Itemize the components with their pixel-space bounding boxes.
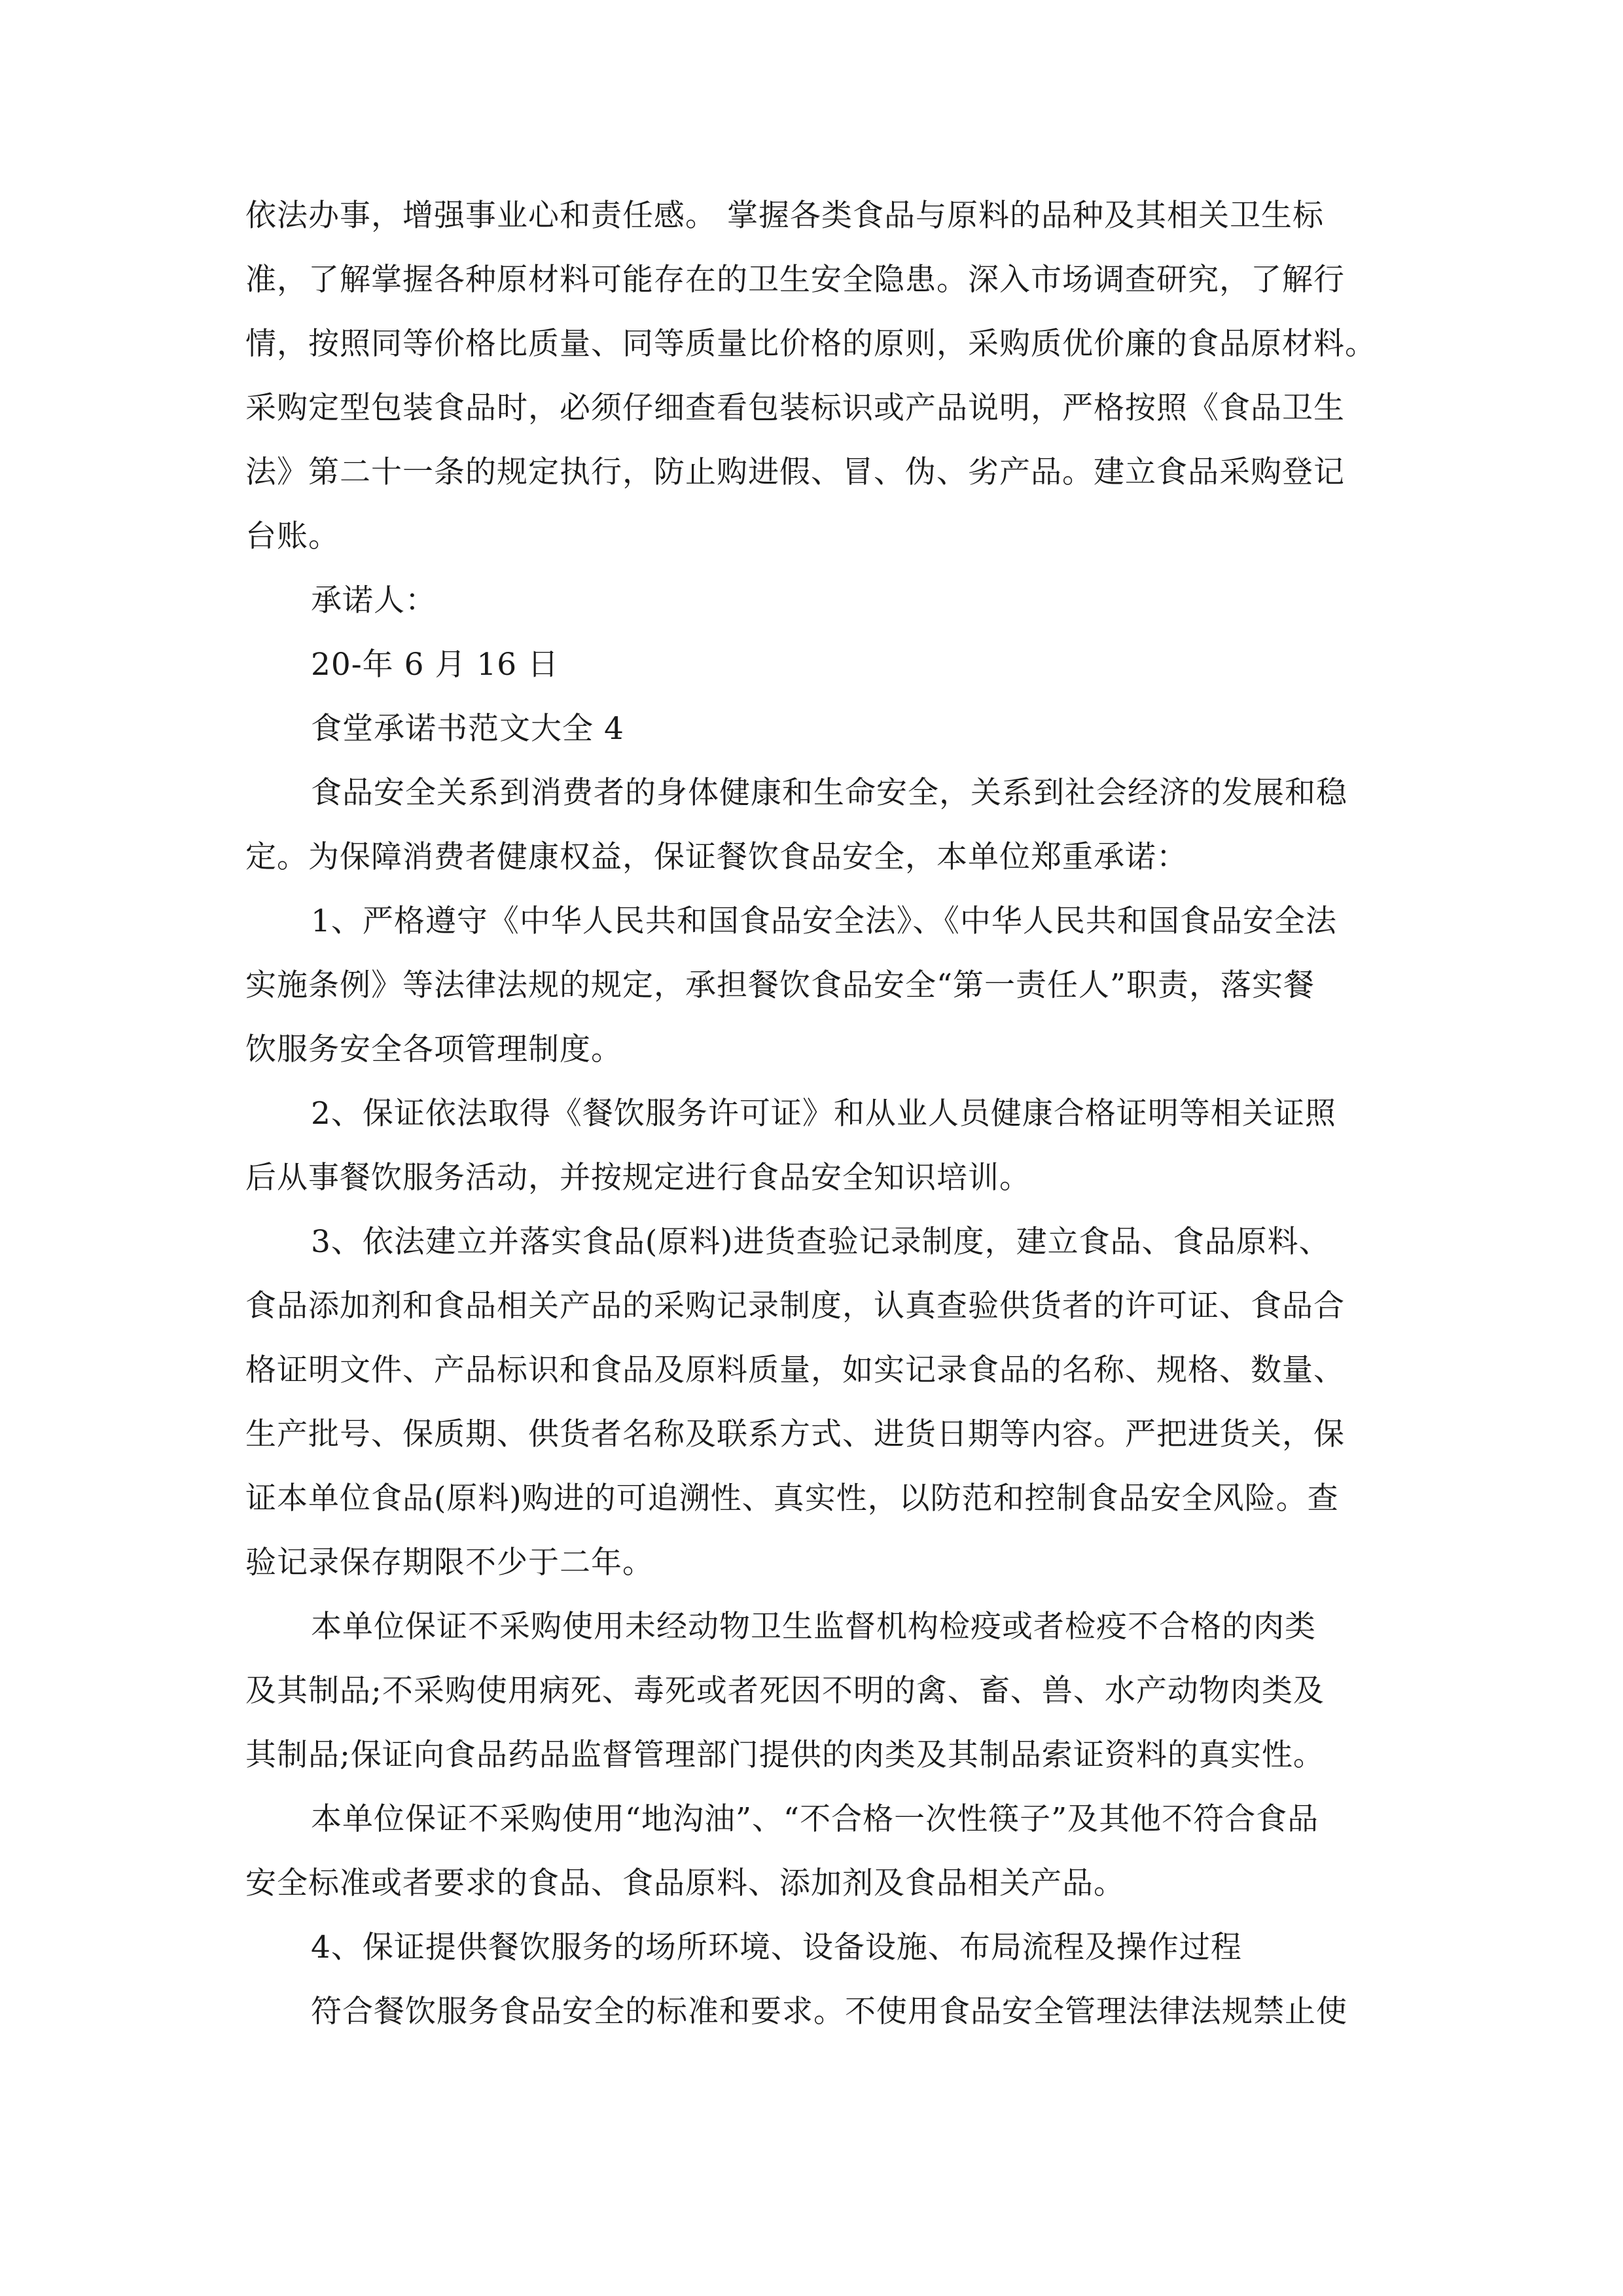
text-line: 准，了解掌握各种原材料可能存在的卫生安全隐患。深入市场调查研究，了解行 [245, 262, 1345, 298]
signatory-label: 承诺人： [311, 583, 437, 619]
section-title: 食堂承诺书范文大全 4 [311, 711, 624, 747]
text-line: 3、依法建立并落实食品(原料)进货查验记录制度，建立食品、食品原料、 [311, 1224, 1330, 1260]
text-line: 1、严格遵守《中华人民共和国食品安全法》、《中华人民共和国食品安全法 [311, 903, 1337, 939]
text-line: 及其制品;不采购使用病死、毒死或者死因不明的禽、畜、兽、水产动物肉类及 [245, 1673, 1325, 1709]
date-line: 20-年 6 月 16 日 [311, 647, 560, 683]
text-line: 食品添加剂和食品相关产品的采购记录制度，认真查验供货者的许可证、食品合 [245, 1288, 1345, 1324]
text-line: 台账。 [245, 518, 340, 554]
text-line: 验记录保存期限不少于二年。 [245, 1545, 654, 1581]
text-line: 安全标准或者要求的食品、食品原料、添加剂及食品相关产品。 [245, 1865, 1125, 1901]
text-line: 后从事餐饮服务活动，并按规定进行食品安全知识培训。 [245, 1160, 1031, 1196]
text-line: 本单位保证不采购使用“地沟油”、“不合格一次性筷子”及其他不符合食品 [311, 1801, 1319, 1837]
text-line: 生产批号、保质期、供货者名称及联系方式、进货日期等内容。严把进货关，保 [245, 1416, 1345, 1452]
text-line: 依法办事，增强事业心和责任感。 掌握各类食品与原料的品种及其相关卫生标 [245, 198, 1324, 234]
text-line: 饮服务安全各项管理制度。 [245, 1031, 622, 1067]
text-line: 实施条例》等法律法规的规定，承担餐饮食品安全“第一责任人”职责，落实餐 [245, 967, 1315, 1003]
text-line: 法》第二十一条的规定执行，防止购进假、冒、伪、劣产品。建立食品采购登记 [245, 454, 1345, 490]
text-line: 情，按照同等价格比质量、同等质量比价格的原则，采购质优价廉的食品原材料。 [245, 326, 1376, 362]
text-line: 定。为保障消费者健康权益，保证餐饮食品安全，本单位郑重承诺： [245, 839, 1188, 875]
text-line: 其制品;保证向食品药品监督管理部门提供的肉类及其制品索证资料的真实性。 [245, 1737, 1325, 1773]
text-line: 本单位保证不采购使用未经动物卫生监督机构检疫或者检疫不合格的肉类 [311, 1609, 1316, 1645]
text-line: 食品安全关系到消费者的身体健康和生命安全，关系到社会经济的发展和稳 [311, 775, 1347, 811]
text-line: 采购定型包装食品时，必须仔细查看包装标识或产品说明，严格按照《食品卫生 [245, 390, 1345, 426]
text-line: 4、保证提供餐饮服务的场所环境、设备设施、布局流程及操作过程 [311, 1929, 1242, 1965]
text-line: 格证明文件、产品标识和食品及原料质量，如实记录食品的名称、规格、数量、 [245, 1352, 1345, 1388]
text-line: 2、保证依法取得《餐饮服务许可证》和从业人员健康合格证明等相关证照 [311, 1096, 1336, 1132]
text-line: 证本单位食品(原料)购进的可追溯性、真实性，以防范和控制食品安全风险。查 [245, 1480, 1339, 1516]
text-line: 符合餐饮服务食品安全的标准和要求。不使用食品安全管理法律法规禁止使 [311, 1994, 1347, 2030]
